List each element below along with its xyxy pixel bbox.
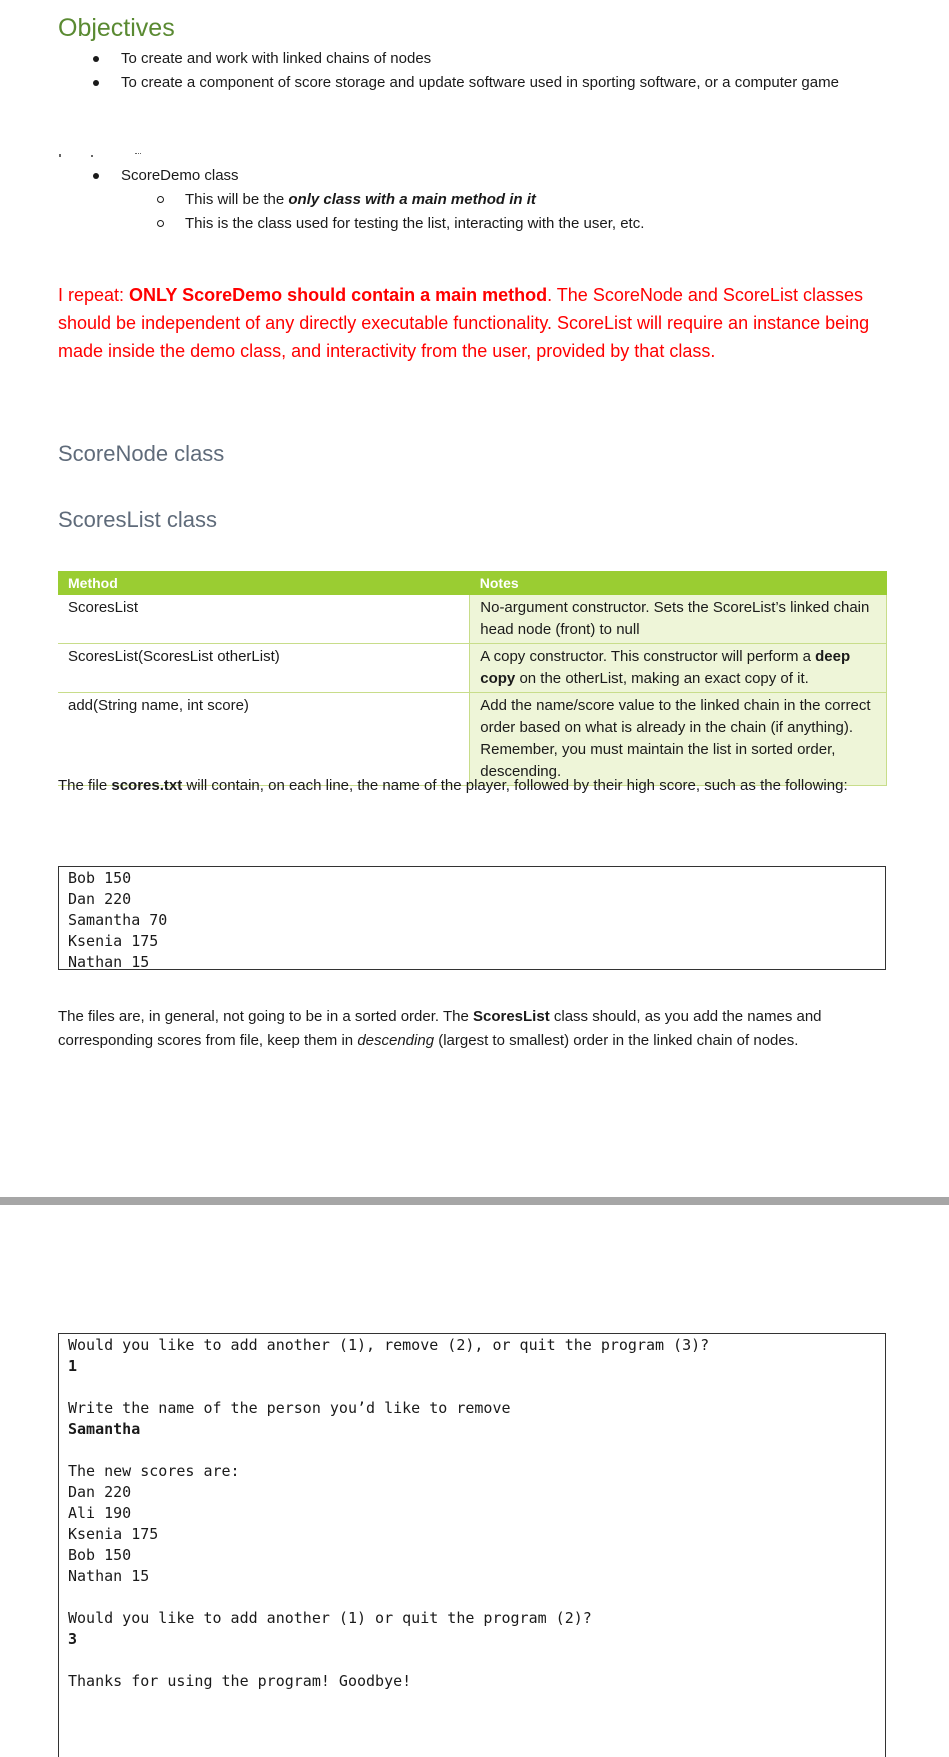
terminal-output xyxy=(58,1333,886,1757)
sorted-paragraph: The files are, in general, not going to be in a sorted order. The ScoresList class should, as you add the names and corresponding scores from file, keep them in descending (largest to smallest) order in the linked chain of nodes. xyxy=(58,1008,822,1049)
list-item: This will be the only class with a main method in it xyxy=(58,188,878,212)
scoreslist-heading: ScoresList class xyxy=(58,507,217,532)
score-line: Dan 220 xyxy=(68,1483,132,1501)
terminal-prompt: Write the name of the person you’d like to remove xyxy=(68,1399,511,1417)
score-line: Ali 190 xyxy=(68,1504,132,1522)
score-line: Ksenia 175 xyxy=(68,1525,159,1543)
column-header: Notes xyxy=(470,571,887,595)
file-line: Nathan 15 xyxy=(68,953,150,971)
methods-table xyxy=(58,571,887,786)
warning-paragraph: I repeat: ONLY ScoreDemo should contain a main method. The ScoreNode and ScoreList classes should be independent of any directly executable functionality. ScoreList will require an instance being made inside the demo class, and interactivity from the user, provided by that class. xyxy=(58,285,870,361)
terminal-input: 1 xyxy=(68,1357,78,1375)
file-line: Bob 150 xyxy=(68,869,132,887)
list-item: This is the class used for testing the list, interacting with the user, etc. xyxy=(58,212,878,236)
terminal-input: Samantha xyxy=(68,1420,141,1438)
terminal-prompt: Would you like to add another (1), remove (2), or quit the program (3)? xyxy=(68,1336,710,1354)
classes-sublist xyxy=(58,188,878,236)
list-item: To create and work with linked chains of nodes xyxy=(58,47,878,71)
artifact-mark xyxy=(91,155,93,157)
page-separator xyxy=(0,1197,949,1205)
file-line: Ksenia 175 xyxy=(68,932,159,950)
file-line: Samantha 70 xyxy=(68,911,168,929)
table-row: add(String name, int score) Add the name/score value to the linked chain in the correct order based on what is already in the chain (if anything). Remember, you must maintain the list in sorted order, descending. xyxy=(58,693,887,786)
column-header: Method xyxy=(58,571,470,595)
objectives-heading: Objectives xyxy=(58,14,175,42)
terminal-line: The new scores are: xyxy=(68,1462,240,1480)
scorenode-heading: ScoreNode class xyxy=(58,441,225,466)
score-line: Bob 150 xyxy=(68,1546,132,1564)
table-row: ScoresList(ScoresList otherList) A copy constructor. This constructor will perform a deep copy on the otherList, making an exact copy of it. xyxy=(58,644,887,693)
objectives-list xyxy=(58,47,878,95)
list-item: To create a component of score storage and update software used in sporting software, or a computer game xyxy=(58,71,878,95)
table-header-row xyxy=(58,571,887,595)
file-line: Dan 220 xyxy=(68,890,132,908)
artifact-mark xyxy=(135,153,141,156)
terminal-line: Thanks for using the program! Goodbye! xyxy=(68,1672,412,1690)
classes-list xyxy=(58,164,878,188)
file-paragraph: The file scores.txt will contain, on each line, the name of the player, followed by their high score, such as the following: xyxy=(58,777,848,794)
terminal-input: 3 xyxy=(68,1630,78,1648)
score-line: Nathan 15 xyxy=(68,1567,150,1585)
scores-file-box xyxy=(58,866,886,970)
list-item: ScoreDemo class xyxy=(58,164,878,188)
artifact-mark xyxy=(59,154,61,157)
table-row: ScoresList No-argument constructor. Sets the ScoreList’s linked chain head node (front) to null xyxy=(58,595,887,644)
terminal-prompt: Would you like to add another (1) or quit the program (2)? xyxy=(68,1609,592,1627)
